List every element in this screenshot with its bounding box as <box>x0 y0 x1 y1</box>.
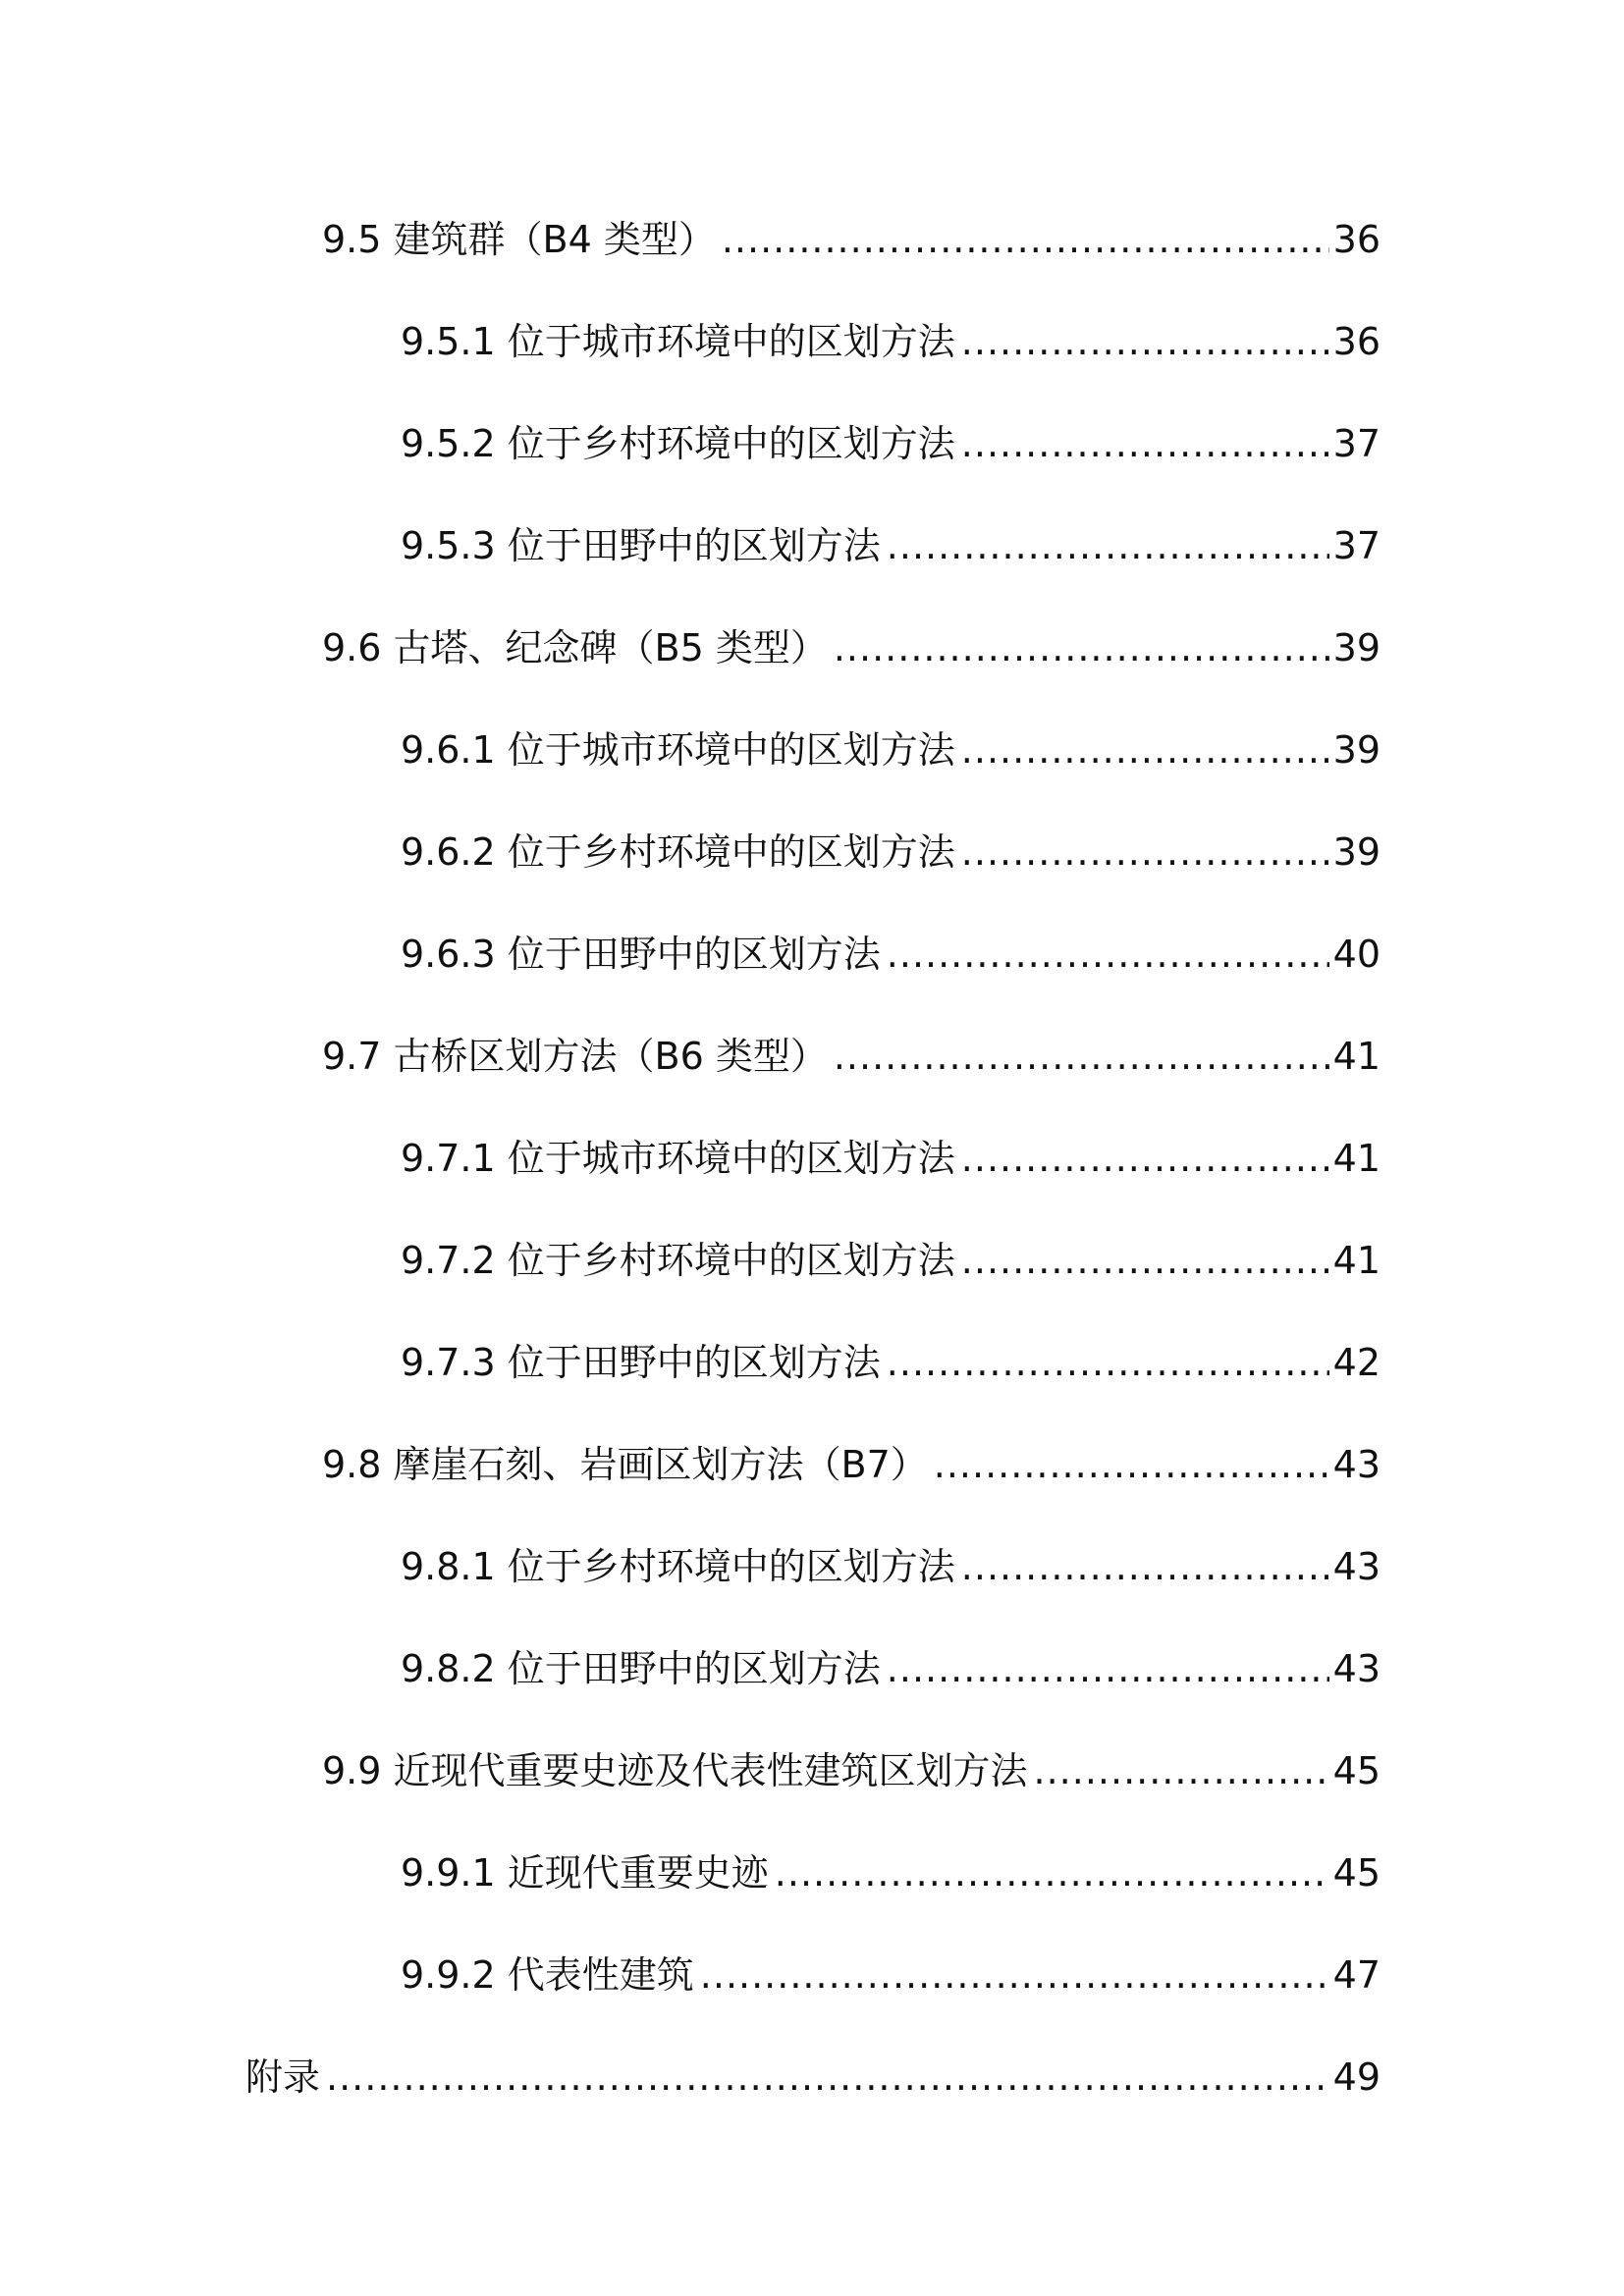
toc-dot-leader <box>887 1639 1329 1698</box>
toc-entry-label: 9.8.2 位于田野中的区划方法 <box>401 1647 881 1690</box>
toc-entry-9-6[interactable] <box>322 618 1380 677</box>
toc-entry-9-9-2[interactable] <box>401 1946 1380 2004</box>
toc-dot-leader <box>775 1843 1329 1902</box>
toc-dot-leader <box>887 1333 1329 1392</box>
toc-entry-9-8-2[interactable] <box>401 1639 1380 1698</box>
toc-dot-leader <box>961 1231 1329 1290</box>
toc-entry-label: 9.6 古塔、纪念碑（B5 类型） <box>322 626 828 669</box>
toc-entry-page: 37 <box>1332 524 1380 567</box>
toc-dot-leader <box>326 2048 1329 2107</box>
toc-entry-page: 49 <box>1332 2056 1380 2099</box>
toc-entry-page: 39 <box>1332 830 1380 874</box>
toc-entry-page: 47 <box>1332 1953 1380 1997</box>
toc-entry-appendix[interactable] <box>245 2048 1380 2107</box>
toc-entry-9-9-1[interactable] <box>401 1843 1380 1902</box>
toc-dot-leader <box>961 823 1329 881</box>
toc-entry-label: 9.7.1 位于城市环境中的区划方法 <box>401 1137 955 1180</box>
toc-entry-label: 附录 <box>245 2056 321 2099</box>
toc-entry-9-8-1[interactable] <box>401 1537 1380 1596</box>
toc-entry-page: 45 <box>1332 1749 1380 1792</box>
toc-entry-page: 42 <box>1332 1341 1380 1384</box>
toc-entry-9-6-1[interactable] <box>401 721 1380 779</box>
toc-entry-label: 9.5.2 位于乡村环境中的区划方法 <box>401 422 955 465</box>
toc-entry-9-5-3[interactable] <box>401 516 1380 575</box>
toc-entry-page: 43 <box>1332 1443 1380 1486</box>
toc-entry-label: 9.8.1 位于乡村环境中的区划方法 <box>401 1545 955 1588</box>
toc-entry-9-9[interactable] <box>322 1741 1380 1800</box>
toc-dot-leader <box>887 516 1329 575</box>
toc-entry-9-6-2[interactable] <box>401 823 1380 881</box>
toc-entry-label: 9.5.1 位于城市环境中的区划方法 <box>401 320 955 363</box>
toc-dot-leader <box>961 721 1329 779</box>
toc-entry-label: 9.6.2 位于乡村环境中的区划方法 <box>401 830 955 874</box>
toc-entry-page: 39 <box>1332 728 1380 772</box>
toc-entry-9-5-1[interactable] <box>401 312 1380 371</box>
toc-entry-9-7-2[interactable] <box>401 1231 1380 1290</box>
toc-dot-leader <box>834 618 1329 677</box>
toc-dot-leader <box>887 925 1329 984</box>
toc-entry-page: 43 <box>1332 1545 1380 1588</box>
toc-entry-label: 9.8 摩崖石刻、岩画区划方法（B7） <box>322 1443 928 1486</box>
toc-entry-label: 9.7.3 位于田野中的区划方法 <box>401 1341 881 1384</box>
toc-entry-label: 9.5.3 位于田野中的区划方法 <box>401 524 881 567</box>
toc-entry-9-8[interactable] <box>322 1435 1380 1494</box>
toc-entry-9-7[interactable] <box>322 1027 1380 1086</box>
toc-entry-label: 9.9.1 近现代重要史迹 <box>401 1851 769 1895</box>
toc-entry-label: 9.9 近现代重要史迹及代表性建筑区划方法 <box>322 1749 1028 1792</box>
toc-entry-page: 36 <box>1332 218 1380 261</box>
toc-entry-page: 43 <box>1332 1647 1380 1690</box>
toc-dot-leader <box>934 1435 1329 1494</box>
toc-entry-page: 41 <box>1332 1239 1380 1282</box>
toc-entry-page: 36 <box>1332 320 1380 363</box>
toc-entry-label: 9.9.2 代表性建筑 <box>401 1953 694 1997</box>
toc-entry-page: 41 <box>1332 1035 1380 1078</box>
toc-entry-9-5[interactable] <box>322 210 1380 269</box>
toc-entry-page: 45 <box>1332 1851 1380 1895</box>
toc-dot-leader <box>961 414 1329 473</box>
toc-entry-page: 39 <box>1332 626 1380 669</box>
toc-dot-leader <box>834 1027 1329 1086</box>
toc-entry-9-7-3[interactable] <box>401 1333 1380 1392</box>
toc-entry-page: 40 <box>1332 933 1380 976</box>
toc-dot-leader <box>722 210 1329 269</box>
toc-dot-leader <box>961 1537 1329 1596</box>
toc-entry-label: 9.7 古桥区划方法（B6 类型） <box>322 1035 828 1078</box>
toc-entry-page: 41 <box>1332 1137 1380 1180</box>
toc-dot-leader <box>961 312 1329 371</box>
toc-entry-label: 9.5 建筑群（B4 类型） <box>322 218 716 261</box>
toc-entry-page: 37 <box>1332 422 1380 465</box>
toc-dot-leader <box>961 1129 1329 1188</box>
toc-entry-9-5-2[interactable] <box>401 414 1380 473</box>
toc-dot-leader <box>700 1946 1329 2004</box>
toc-entry-9-7-1[interactable] <box>401 1129 1380 1188</box>
toc-entry-9-6-3[interactable] <box>401 925 1380 984</box>
toc-entry-label: 9.7.2 位于乡村环境中的区划方法 <box>401 1239 955 1282</box>
toc-entry-label: 9.6.1 位于城市环境中的区划方法 <box>401 728 955 772</box>
toc-dot-leader <box>1034 1741 1329 1800</box>
toc-entry-label: 9.6.3 位于田野中的区划方法 <box>401 933 881 976</box>
